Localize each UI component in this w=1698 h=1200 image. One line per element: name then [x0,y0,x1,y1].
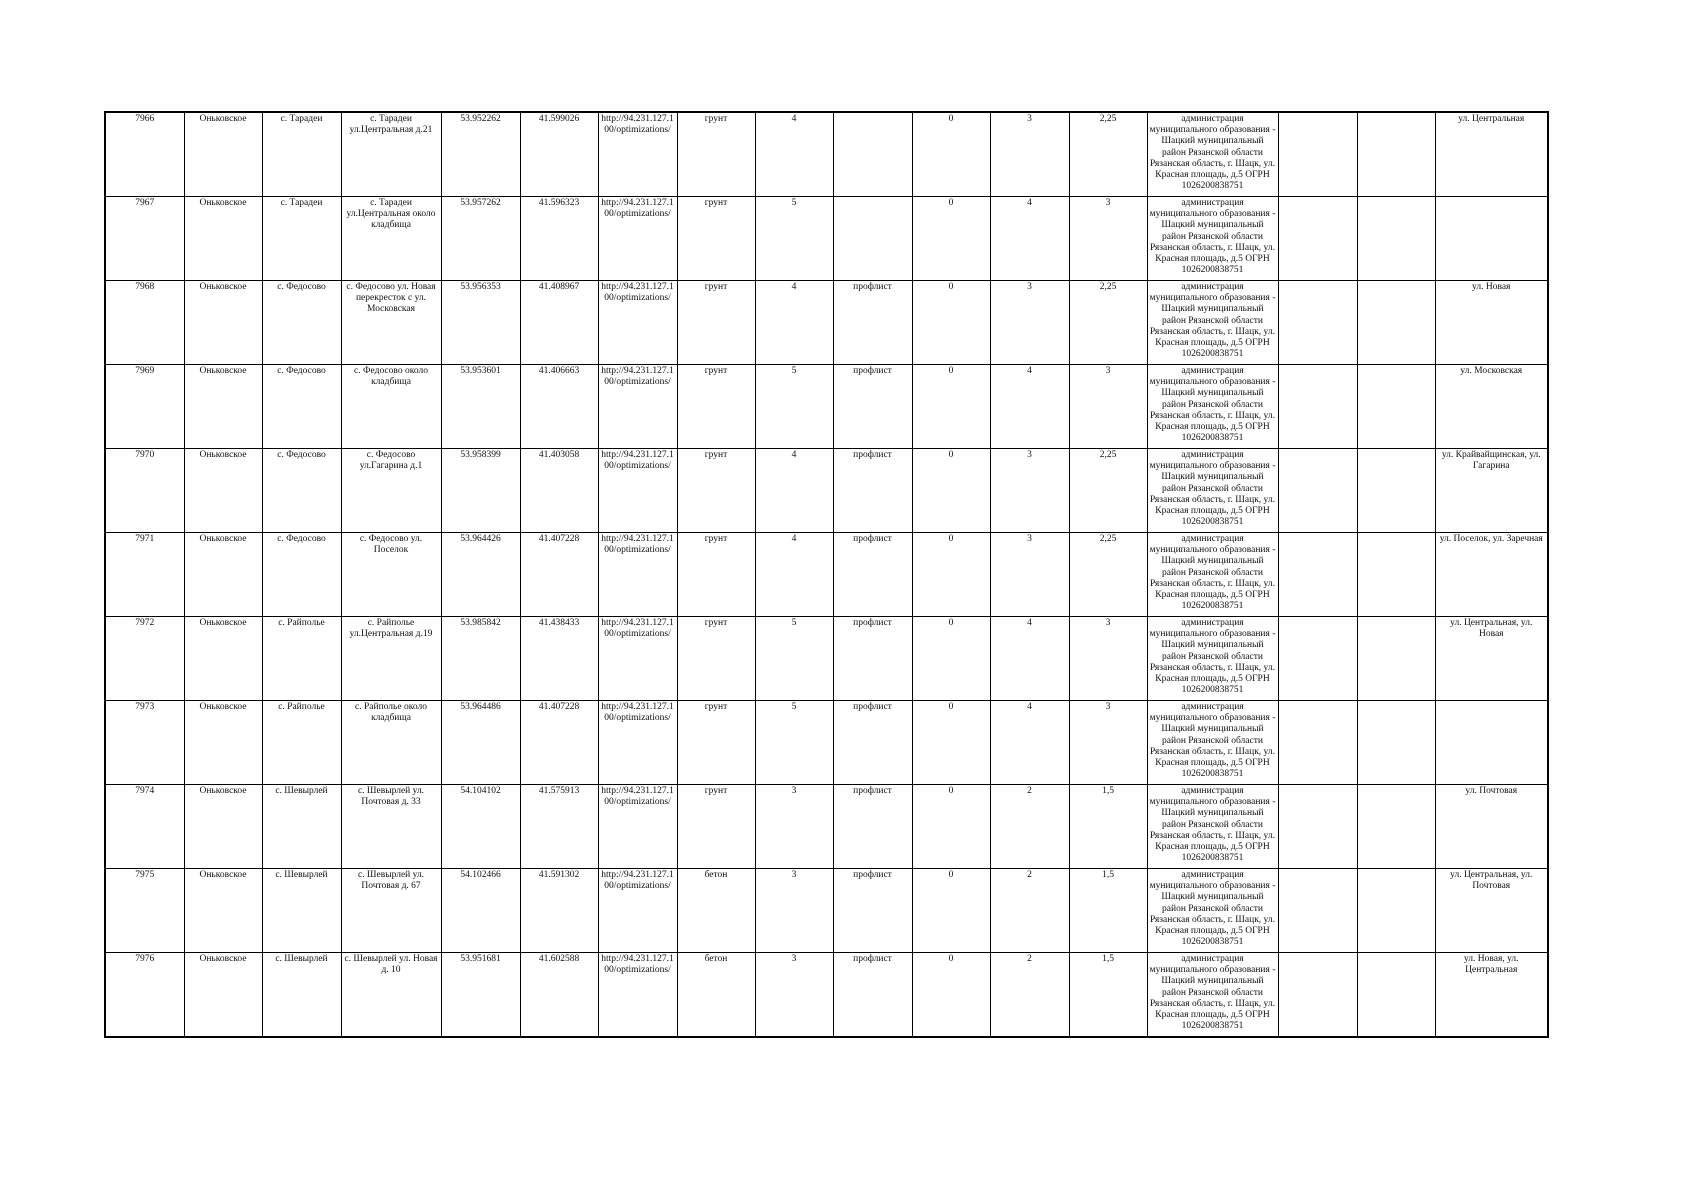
count-cell-2: 4 [990,617,1069,701]
count-cell-2: 4 [990,365,1069,449]
latitude-cell: 53.956353 [441,281,520,365]
url-cell: http://94.231.127.100/optimizations/ [598,197,677,281]
empty-cell-2 [1357,365,1435,449]
settlement-cell: Оньковское [184,701,262,785]
longitude-cell: 41.599026 [520,112,598,197]
area-cell: 4 [755,112,833,197]
fence-cell: профлист [833,869,912,953]
address-cell: с. Райполье ул.Центральная д.19 [341,617,441,701]
empty-cell-2 [1357,112,1435,197]
longitude-cell: 41.438433 [520,617,598,701]
count-cell-1: 0 [912,197,990,281]
table-row [105,365,1548,449]
url-cell: http://94.231.127.100/optimizations/ [598,449,677,533]
empty-cell-2 [1357,617,1435,701]
table-row [105,869,1548,953]
volume-cell: 3 [1069,197,1147,281]
settlement-cell: Оньковское [184,785,262,869]
empty-cell-1 [1278,449,1357,533]
empty-cell-2 [1357,785,1435,869]
volume-cell: 3 [1069,617,1147,701]
row-number-cell: 7967 [105,197,184,281]
streets-cell: ул. Центральная, ул. Новая [1435,617,1548,701]
settlement-cell: Оньковское [184,953,262,1038]
count-cell-2: 4 [990,701,1069,785]
owner-cell: администрация муниципального образования - Шацкий муниципальный район Рязанской области Рязанская область, г. Шацк, ул. Красная площадь, д.5 ОГРН 1026200838751 [1147,365,1278,449]
locality-cell: с. Шевырлей [262,953,341,1038]
empty-cell-1 [1278,112,1357,197]
settlement-cell: Оньковское [184,533,262,617]
surface-cell: грунт [677,533,755,617]
streets-cell [1435,197,1548,281]
empty-cell-2 [1357,953,1435,1038]
fence-cell [833,112,912,197]
count-cell-1: 0 [912,953,990,1038]
count-cell-1: 0 [912,701,990,785]
surface-cell: бетон [677,869,755,953]
latitude-cell: 54.102466 [441,869,520,953]
surface-cell: грунт [677,281,755,365]
longitude-cell: 41.403058 [520,449,598,533]
area-cell: 5 [755,365,833,449]
area-cell: 3 [755,785,833,869]
area-cell: 4 [755,281,833,365]
count-cell-1: 0 [912,533,990,617]
latitude-cell: 53.951681 [441,953,520,1038]
volume-cell: 2,25 [1069,281,1147,365]
longitude-cell: 41.407228 [520,533,598,617]
url-cell: http://94.231.127.100/optimizations/ [598,533,677,617]
url-cell: http://94.231.127.100/optimizations/ [598,701,677,785]
address-cell: с. Тарадеи ул.Центральная д.21 [341,112,441,197]
longitude-cell: 41.406663 [520,365,598,449]
owner-cell: администрация муниципального образования - Шацкий муниципальный район Рязанской области Рязанская область, г. Шацк, ул. Красная площадь, д.5 ОГРН 1026200838751 [1147,112,1278,197]
settlement-cell: Оньковское [184,869,262,953]
fence-cell: профлист [833,953,912,1038]
empty-cell-1 [1278,617,1357,701]
empty-cell-1 [1278,953,1357,1038]
url-cell: http://94.231.127.100/optimizations/ [598,281,677,365]
locality-cell: с. Шевырлей [262,785,341,869]
longitude-cell: 41.407228 [520,701,598,785]
empty-cell-2 [1357,197,1435,281]
surface-cell: грунт [677,112,755,197]
table-body [105,112,1548,1037]
volume-cell: 1,5 [1069,869,1147,953]
count-cell-1: 0 [912,112,990,197]
latitude-cell: 53.958399 [441,449,520,533]
surface-cell: грунт [677,365,755,449]
url-cell: http://94.231.127.100/optimizations/ [598,785,677,869]
table-row [105,785,1548,869]
streets-cell: ул. Московская [1435,365,1548,449]
address-cell: с. Федосово ул.Гагарина д.1 [341,449,441,533]
count-cell-1: 0 [912,449,990,533]
address-cell: с. Шевырлей ул. Почтовая д. 67 [341,869,441,953]
area-cell: 3 [755,869,833,953]
owner-cell: администрация муниципального образования - Шацкий муниципальный район Рязанской области Рязанская область, г. Шацк, ул. Красная площадь, д.5 ОГРН 1026200838751 [1147,785,1278,869]
owner-cell: администрация муниципального образования - Шацкий муниципальный район Рязанской области Рязанская область, г. Шацк, ул. Красная площадь, д.5 ОГРН 1026200838751 [1147,869,1278,953]
row-number-cell: 7969 [105,365,184,449]
streets-cell: ул. Новая, ул. Центральная [1435,953,1548,1038]
empty-cell-1 [1278,785,1357,869]
longitude-cell: 41.408967 [520,281,598,365]
locality-cell: с. Райполье [262,617,341,701]
locality-cell: с. Федосово [262,365,341,449]
volume-cell: 2,25 [1069,533,1147,617]
empty-cell-2 [1357,701,1435,785]
table-row [105,533,1548,617]
address-cell: с. Шевырлей ул. Новая д. 10 [341,953,441,1038]
row-number-cell: 7975 [105,869,184,953]
locality-cell: с. Федосово [262,533,341,617]
row-number-cell: 7973 [105,701,184,785]
longitude-cell: 41.596323 [520,197,598,281]
area-cell: 5 [755,617,833,701]
row-number-cell: 7968 [105,281,184,365]
streets-cell: ул. Центральная, ул. Почтовая [1435,869,1548,953]
empty-cell-1 [1278,365,1357,449]
longitude-cell: 41.602588 [520,953,598,1038]
locality-cell: с. Тарадеи [262,112,341,197]
address-cell: с. Федосово ул. Поселок [341,533,441,617]
owner-cell: администрация муниципального образования - Шацкий муниципальный район Рязанской области Рязанская область, г. Шацк, ул. Красная площадь, д.5 ОГРН 1026200838751 [1147,701,1278,785]
locality-cell: с. Райполье [262,701,341,785]
settlement-cell: Оньковское [184,197,262,281]
address-cell: с. Тарадеи ул.Центральная около кладбища [341,197,441,281]
streets-cell: ул. Почтовая [1435,785,1548,869]
volume-cell: 2,25 [1069,449,1147,533]
count-cell-1: 0 [912,365,990,449]
address-cell: с. Федосово ул. Новая перекресток с ул. Московская [341,281,441,365]
empty-cell-1 [1278,281,1357,365]
latitude-cell: 53.957262 [441,197,520,281]
latitude-cell: 53.964486 [441,701,520,785]
count-cell-2: 2 [990,869,1069,953]
surface-cell: бетон [677,953,755,1038]
area-cell: 3 [755,953,833,1038]
fence-cell: профлист [833,449,912,533]
address-cell: с. Райполье около кладбища [341,701,441,785]
count-cell-2: 4 [990,197,1069,281]
settlement-cell: Оньковское [184,449,262,533]
row-number-cell: 7970 [105,449,184,533]
longitude-cell: 41.591302 [520,869,598,953]
streets-cell [1435,701,1548,785]
row-number-cell: 7972 [105,617,184,701]
empty-cell-1 [1278,869,1357,953]
volume-cell: 1,5 [1069,953,1147,1038]
url-cell: http://94.231.127.100/optimizations/ [598,112,677,197]
streets-cell: ул. Новая [1435,281,1548,365]
row-number-cell: 7966 [105,112,184,197]
locality-cell: с. Тарадеи [262,197,341,281]
url-cell: http://94.231.127.100/optimizations/ [598,953,677,1038]
owner-cell: администрация муниципального образования - Шацкий муниципальный район Рязанской области Рязанская область, г. Шацк, ул. Красная площадь, д.5 ОГРН 1026200838751 [1147,281,1278,365]
surface-cell: грунт [677,449,755,533]
table-row [105,449,1548,533]
count-cell-2: 2 [990,785,1069,869]
count-cell-2: 3 [990,449,1069,533]
surface-cell: грунт [677,785,755,869]
count-cell-1: 0 [912,617,990,701]
empty-cell-2 [1357,869,1435,953]
longitude-cell: 41.575913 [520,785,598,869]
streets-cell: ул. Центральная [1435,112,1548,197]
owner-cell: администрация муниципального образования - Шацкий муниципальный район Рязанской области Рязанская область, г. Шацк, ул. Красная площадь, д.5 ОГРН 1026200838751 [1147,533,1278,617]
fence-cell [833,197,912,281]
empty-cell-2 [1357,281,1435,365]
url-cell: http://94.231.127.100/optimizations/ [598,617,677,701]
volume-cell: 1,5 [1069,785,1147,869]
fence-cell: профлист [833,785,912,869]
fence-cell: профлист [833,533,912,617]
settlement-cell: Оньковское [184,112,262,197]
fence-cell: профлист [833,365,912,449]
row-number-cell: 7971 [105,533,184,617]
url-cell: http://94.231.127.100/optimizations/ [598,869,677,953]
latitude-cell: 53.953601 [441,365,520,449]
streets-cell: ул. Крайвайщинская, ул. Гагарина [1435,449,1548,533]
url-cell: http://94.231.127.100/optimizations/ [598,365,677,449]
address-cell: с. Федосово около кладбища [341,365,441,449]
table-row [105,701,1548,785]
streets-cell: ул. Поселок, ул. Заречная [1435,533,1548,617]
owner-cell: администрация муниципального образования - Шацкий муниципальный район Рязанской области Рязанская область, г. Шацк, ул. Красная площадь, д.5 ОГРН 1026200838751 [1147,449,1278,533]
surface-cell: грунт [677,617,755,701]
owner-cell: администрация муниципального образования - Шацкий муниципальный район Рязанской области Рязанская область, г. Шацк, ул. Красная площадь, д.5 ОГРН 1026200838751 [1147,953,1278,1038]
settlement-cell: Оньковское [184,365,262,449]
registry-table [104,111,1549,1038]
area-cell: 4 [755,449,833,533]
latitude-cell: 53.952262 [441,112,520,197]
empty-cell-2 [1357,533,1435,617]
fence-cell: профлист [833,701,912,785]
table-row [105,953,1548,1038]
address-cell: с. Шевырлей ул. Почтовая д. 33 [341,785,441,869]
row-number-cell: 7976 [105,953,184,1038]
count-cell-2: 3 [990,281,1069,365]
volume-cell: 2,25 [1069,112,1147,197]
settlement-cell: Оньковское [184,281,262,365]
settlement-cell: Оньковское [184,617,262,701]
locality-cell: с. Шевырлей [262,869,341,953]
surface-cell: грунт [677,701,755,785]
latitude-cell: 53.985842 [441,617,520,701]
latitude-cell: 53.964426 [441,533,520,617]
owner-cell: администрация муниципального образования - Шацкий муниципальный район Рязанской области Рязанская область, г. Шацк, ул. Красная площадь, д.5 ОГРН 1026200838751 [1147,197,1278,281]
empty-cell-2 [1357,449,1435,533]
fence-cell: профлист [833,281,912,365]
table-row [105,617,1548,701]
count-cell-2: 2 [990,953,1069,1038]
latitude-cell: 54.104102 [441,785,520,869]
count-cell-1: 0 [912,281,990,365]
area-cell: 5 [755,701,833,785]
empty-cell-1 [1278,701,1357,785]
count-cell-2: 3 [990,112,1069,197]
surface-cell: грунт [677,197,755,281]
fence-cell: профлист [833,617,912,701]
table-row [105,112,1548,197]
count-cell-2: 3 [990,533,1069,617]
locality-cell: с. Федосово [262,449,341,533]
row-number-cell: 7974 [105,785,184,869]
empty-cell-1 [1278,533,1357,617]
area-cell: 5 [755,197,833,281]
count-cell-1: 0 [912,785,990,869]
locality-cell: с. Федосово [262,281,341,365]
table-row [105,197,1548,281]
volume-cell: 3 [1069,701,1147,785]
count-cell-1: 0 [912,869,990,953]
empty-cell-1 [1278,197,1357,281]
owner-cell: администрация муниципального образования - Шацкий муниципальный район Рязанской области Рязанская область, г. Шацк, ул. Красная площадь, д.5 ОГРН 1026200838751 [1147,617,1278,701]
volume-cell: 3 [1069,365,1147,449]
table-row [105,281,1548,365]
area-cell: 4 [755,533,833,617]
